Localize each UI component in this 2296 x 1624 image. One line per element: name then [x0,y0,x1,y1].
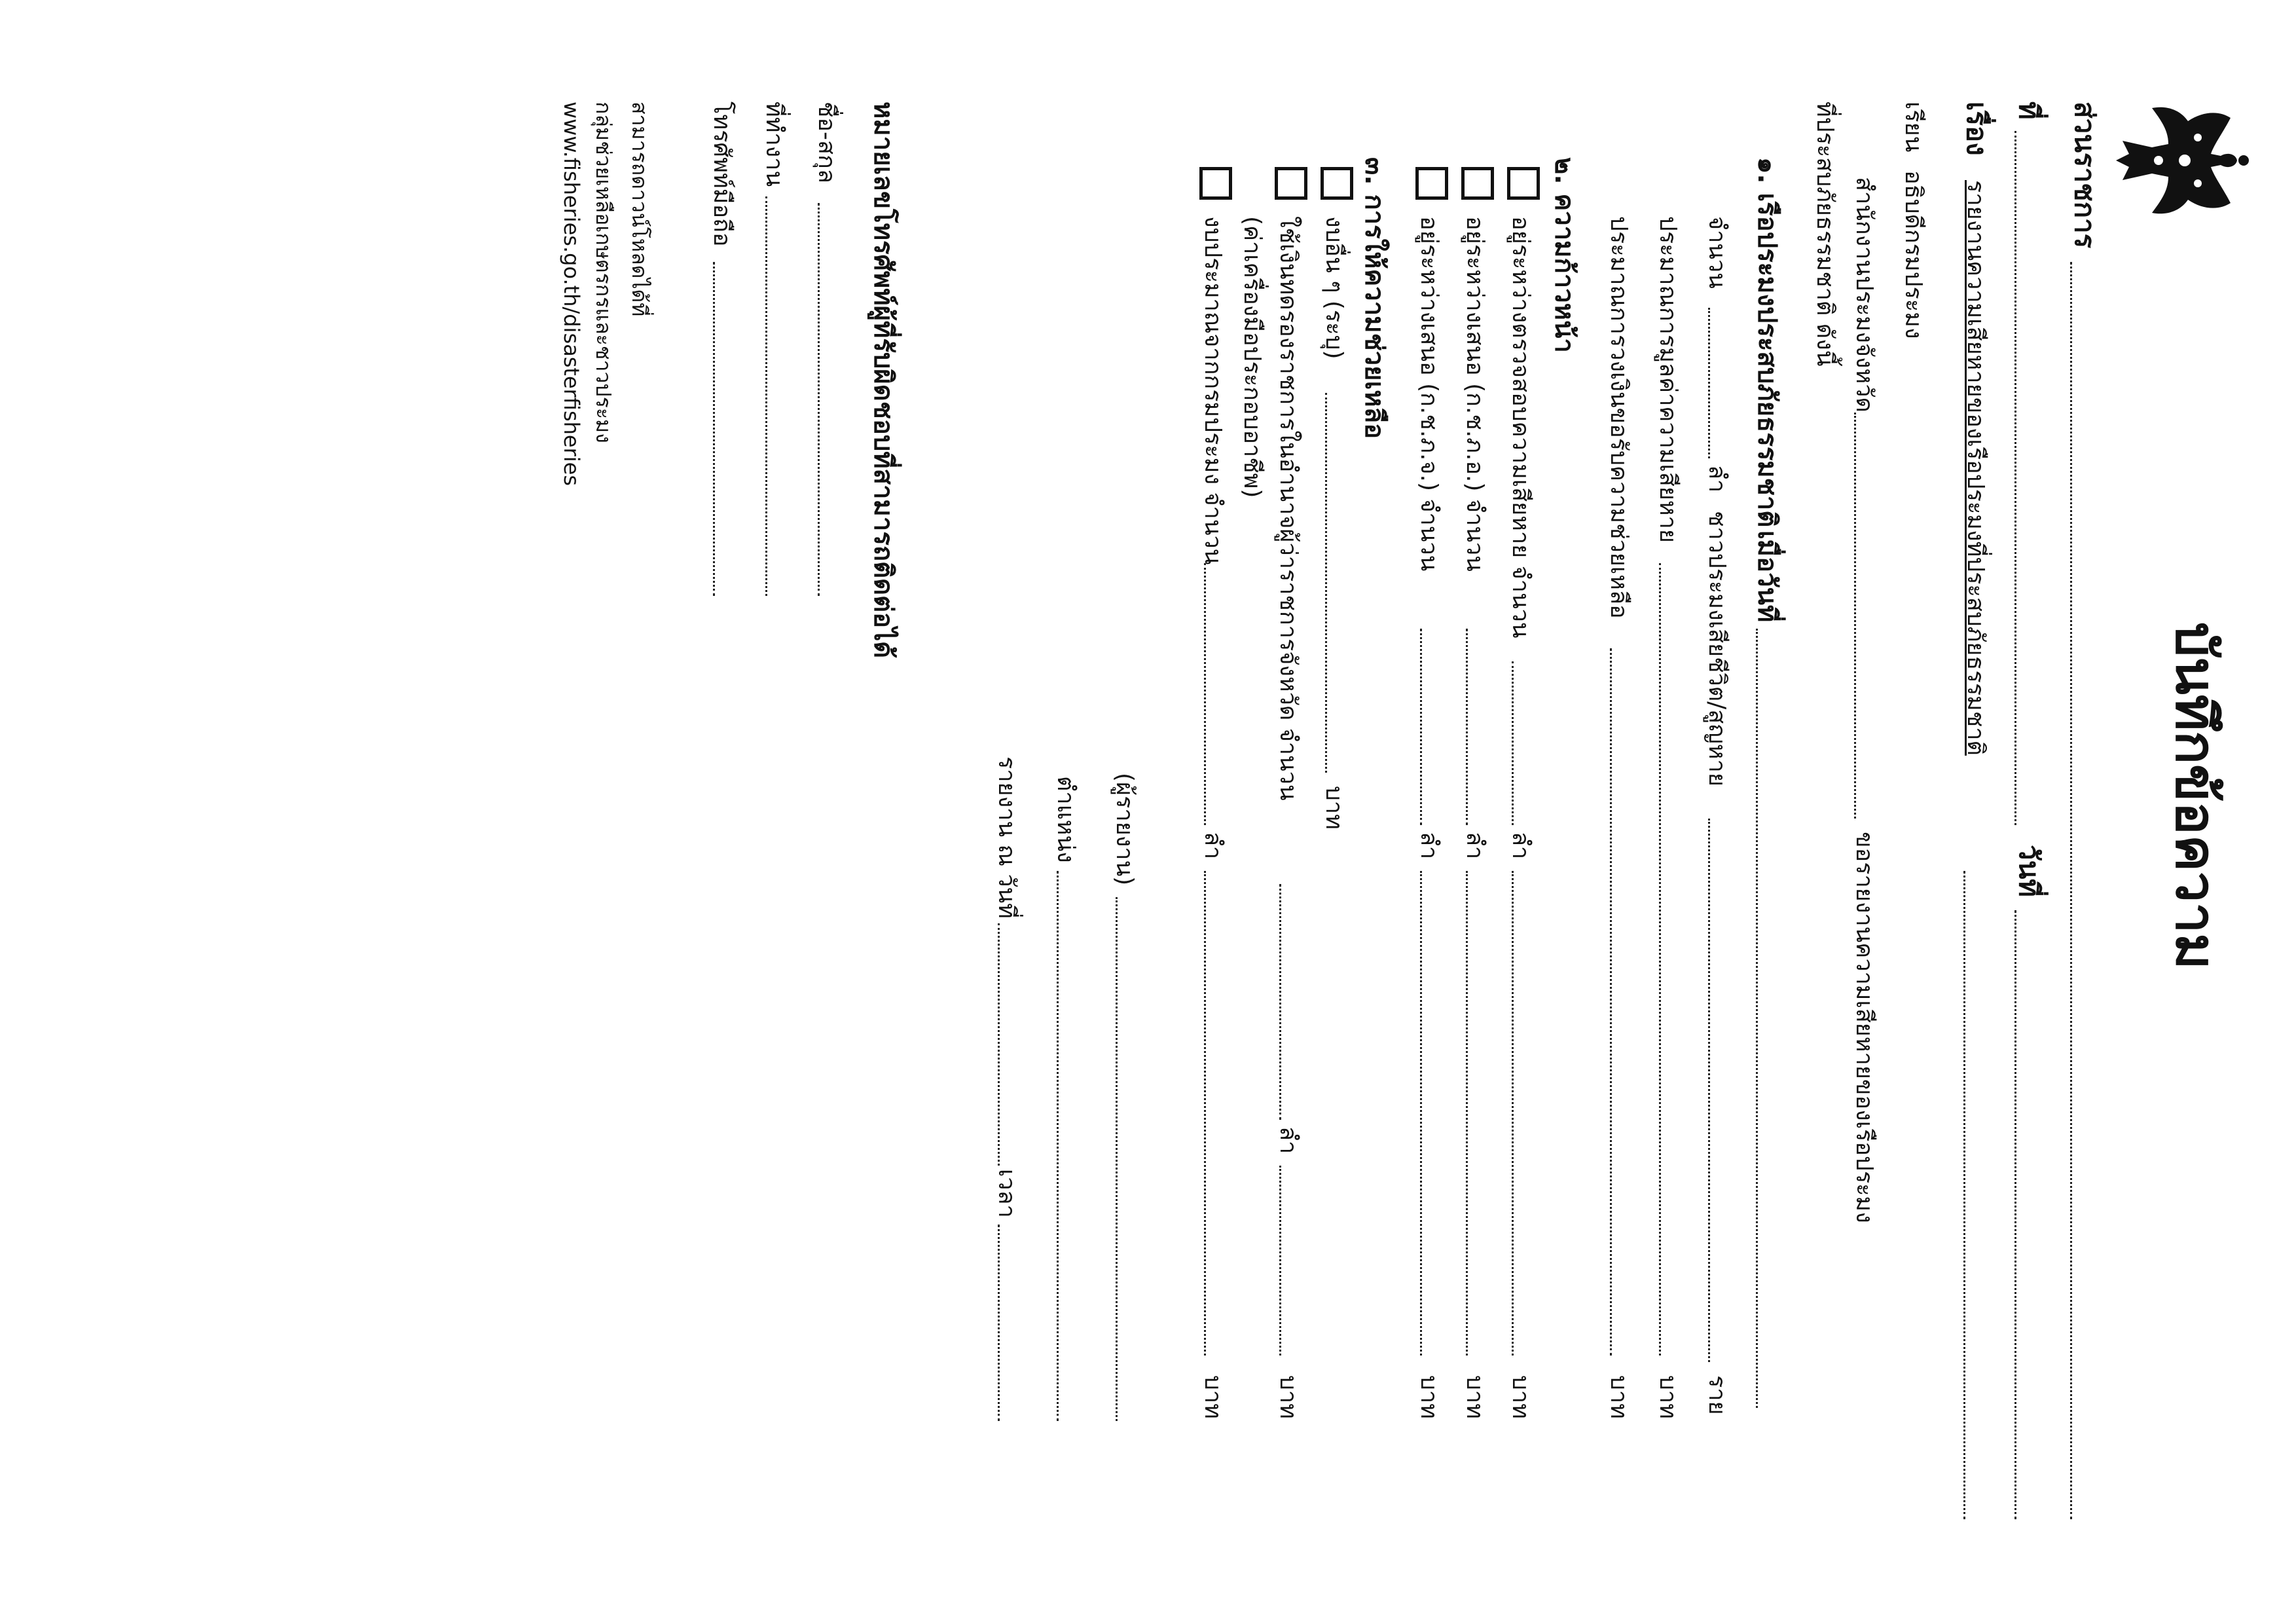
intro-line1-prefix: สำนักงานประมงจังหวัด [1851,177,1878,413]
subject-field[interactable] [1963,871,1965,1519]
contact-name-field[interactable] [818,203,820,596]
assist-item-2-sublabel: (ค่าเครื่องมือประกอบอาชีพ) [1239,216,1266,498]
assist-item-2-money[interactable] [1279,1166,1281,1356]
progress-item-3-count[interactable] [1420,629,1422,825]
progress-item-1-count-unit: ลำ [1507,832,1534,860]
fishers-field[interactable] [1708,819,1710,1362]
fishers-unit: ราย [1704,1375,1730,1415]
progress-item-1-count[interactable] [1512,661,1514,825]
assist-item-1-money-unit: บาท [1321,786,1347,830]
date-field[interactable] [2014,910,2016,1519]
assist-item-3-label: งบประมาณจากกรมประมง จำนวน [1199,216,1226,565]
fishers-label: ชาวประมงเสียชีวิต/สูญหาย [1704,511,1730,786]
time-field[interactable] [998,1225,1000,1421]
section1-heading: ๑. เรือประมงประสบภัยธรรมชาติ [1752,157,1782,528]
contact-mobile-label: โทรศัพท์มือถือ [708,101,735,247]
reporter-field[interactable] [1116,897,1118,1421]
assist-item-3-count-unit: ลำ [1199,832,1226,860]
section1-date-label: เมื่อวันที่ [1752,530,1782,623]
subject-text: รายงานความเสียหายของเรือประมงที่ประสบภัยธรรมชาติ [1962,180,1989,756]
progress-item-2-count-unit: ลำ [1461,832,1488,860]
assist-item-3-money-unit: บาท [1199,1375,1226,1419]
progress-item-1-money-unit: บาท [1507,1375,1534,1419]
section3-heading: ๓. การให้ความช่วยเหลือ [1359,157,1389,439]
footer-url[interactable]: www.fisheries.go.th/disasterfisheries [559,101,584,486]
assist-checkbox-3[interactable] [1199,167,1232,200]
aid-field[interactable] [1610,648,1612,1356]
progress-item-2-money[interactable] [1466,871,1468,1356]
progress-item-1-money[interactable] [1512,871,1514,1356]
progress-item-3-label: อยู่ระหว่างเสนอ (ก.ช.ภ.จ.) จำนวน [1415,216,1442,572]
contact-heading: หมายเลขโทรศัพท์ผู้ที่รับผิดชอบที่สามารถติดต่อได้ [868,101,898,659]
damage-field[interactable] [1659,563,1661,1356]
footer-line1: สามารถดาวน์โหลดได้ที่ [627,101,652,317]
aid-unit: บาท [1605,1375,1632,1419]
aid-label: ประมาณการวงเงินขอรับความช่วยเหลือ [1605,216,1632,619]
progress-checkbox-1[interactable] [1507,167,1540,200]
progress-item-3-money-unit: บาท [1415,1375,1442,1419]
boat-count-label: จำนวน [1704,216,1730,289]
to-text: อธิบดีกรมประมง [1900,170,1927,339]
boat-count-unit: ลำ [1704,465,1730,493]
damage-unit: บาท [1654,1375,1681,1419]
intro-line2: ที่ประสบภัยธรรมชาติ ดังนี้ [1812,101,1838,367]
reporter-label: (ผู้รายงาน) [1111,773,1138,886]
subject-label: เรื่อง [1961,101,1993,156]
time-label: เวลา [993,1169,1020,1218]
progress-item-3-count-unit: ลำ [1415,832,1442,860]
contact-name-label: ชื่อ-สกุล [813,101,840,183]
progress-item-2-label: อยู่ระหว่างเสนอ (ก.ช.ภ.อ.) จำนวน [1461,216,1488,572]
section2-heading: ๒. ความก้าวหน้า [1549,157,1579,353]
date-label: วันที่ [2013,845,2045,897]
progress-item-1-label: อยู่ระหว่างตรวจสอบความเสียหาย จำนวน [1507,216,1534,638]
progress-item-3-money[interactable] [1420,871,1422,1356]
contact-office-field[interactable] [765,196,767,596]
document-title: บันทึกข้อความ [2164,622,2228,970]
garuda-emblem-icon [2106,92,2250,229]
agency-label: ส่วนราชการ [2069,101,2101,249]
damage-label: ประมาณการมูลค่าความเสียหาย [1654,216,1681,543]
disaster-date-field[interactable] [1756,629,1758,1408]
report-date-field[interactable] [998,923,1000,1166]
contact-office-label: ที่ทำงาน [761,101,788,187]
assist-item-2-label: ใช้เงินทดรองราชการในอำนาจผู้ว่าราชการจังหวัด จำนวน [1275,216,1302,801]
progress-checkbox-3[interactable] [1415,167,1448,200]
ref-label: ที่ [2013,101,2045,120]
assist-item-1-money[interactable] [1325,393,1327,773]
province-field[interactable] [1854,413,1856,819]
boat-count-field[interactable] [1708,308,1710,458]
agency-field[interactable] [2070,262,2072,1519]
contact-mobile-field[interactable] [713,262,715,596]
ref-field[interactable] [2014,131,2016,825]
assist-checkbox-2[interactable] [1275,167,1307,200]
assist-item-3-count[interactable] [1204,563,1206,825]
to-label: เรียน [1900,101,1927,153]
assist-item-2-count-unit: ลำ [1275,1126,1302,1154]
progress-item-2-money-unit: บาท [1461,1375,1488,1419]
position-field[interactable] [1057,871,1059,1421]
assist-item-1-label: งบอื่น ๆ (ระบุ) [1321,216,1347,360]
assist-item-3-money[interactable] [1204,871,1206,1356]
assist-item-2-money-unit: บาท [1275,1375,1302,1419]
assist-item-2-count[interactable] [1279,884,1281,1120]
assist-checkbox-1[interactable] [1321,167,1353,200]
position-label: ตำแหน่ง [1052,776,1079,863]
report-date-label: รายงาน ณ วันที่ [993,756,1020,919]
progress-checkbox-2[interactable] [1461,167,1494,200]
footer-line2: กลุ่มช่วยเหลือเกษตรกรและชาวประมง [591,101,616,443]
intro-line1-suffix: ขอรายงานความเสียหายของเรือประมง [1851,832,1878,1223]
progress-item-2-count[interactable] [1466,629,1468,825]
